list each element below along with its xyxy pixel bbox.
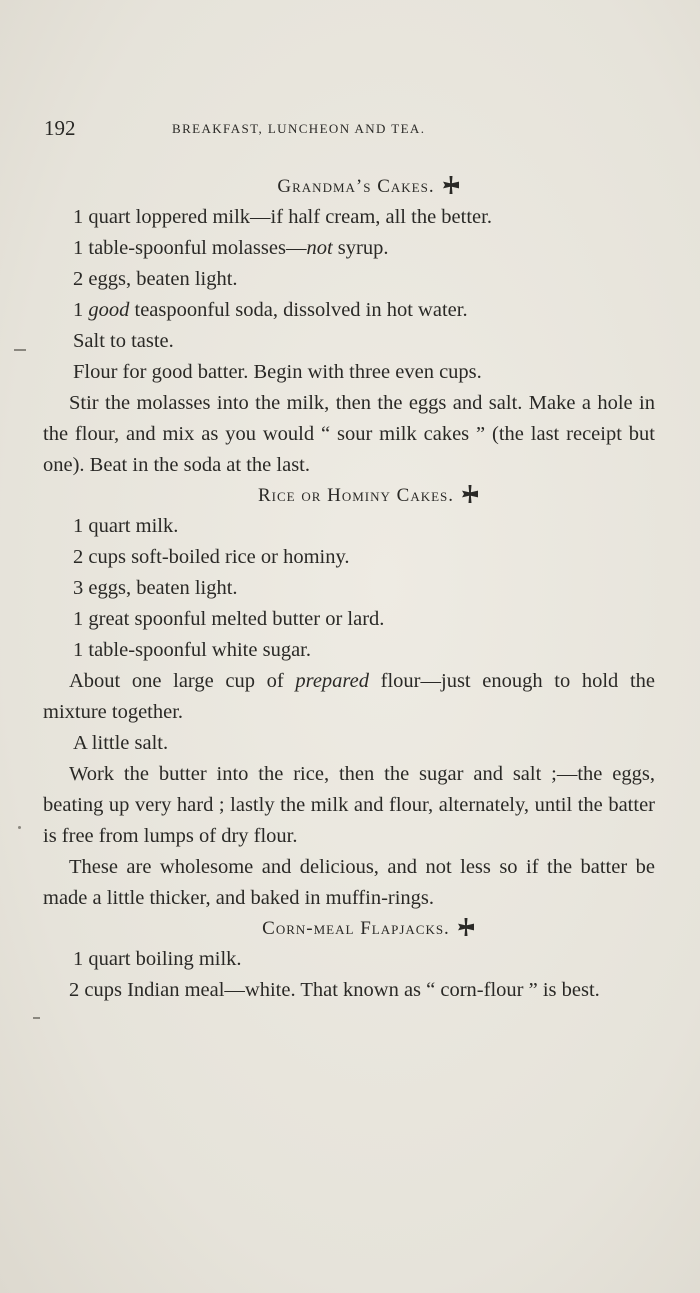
recipe-title	[43, 914, 655, 944]
ingredient-line: 1 great spoonful melted butter or lard.	[73, 608, 385, 630]
instruction-paragraph: These are wholesome and delicious, and not less so if the batter be made a little thicker, and baked in muffin-rings.	[43, 856, 655, 909]
instruction-paragraph: Stir the molasses into the milk, then the eggs and salt. Make a hole in the flour, and mix as you would “ sour milk cakes ” (the last receipt but one). Beat in the soda at the last.	[43, 392, 655, 476]
ingredient-line: 1 quart loppered milk—if half cream, all the better.	[73, 206, 492, 228]
ingredient-line: 3 eggs, beaten light.	[73, 577, 238, 599]
margin-dot	[18, 826, 21, 829]
ingredient-line: 1 good teaspoonful soda, dissolved in hot water.	[73, 299, 468, 321]
ingredient-line: 2 eggs, beaten light.	[73, 268, 238, 290]
page-body	[43, 172, 655, 1006]
margin-mark	[33, 1017, 40, 1019]
ingredient-line: 1 quart boiling milk.	[73, 948, 242, 970]
instruction-paragraph: Work the butter into the rice, then the sugar and salt ;—the eggs, beating up very hard ; lastly the milk and flour, alternately, until the batter is free from lumps of dry flour.	[43, 763, 655, 847]
maltese-cross-icon	[460, 484, 480, 504]
recipe-title-text: Grandma’s Cakes.	[277, 176, 435, 197]
ingredient-line: A little salt.	[73, 732, 169, 754]
ingredient-line: Flour for good batter. Begin with three even cups.	[73, 361, 482, 383]
recipe-title	[43, 481, 655, 511]
instruction-paragraph: 2 cups Indian meal—white. That known as “ corn-flour ” is best.	[69, 979, 600, 1001]
recipe-title-text: Rice or Hominy Cakes.	[257, 485, 455, 506]
running-head: BREAKFAST, LUNCHEON AND TEA.	[172, 121, 426, 136]
ingredient-line: 1 quart milk.	[73, 515, 179, 537]
page-header	[44, 116, 656, 146]
ingredient-line: 1 table-spoonful molasses—not syrup.	[73, 237, 389, 259]
recipe-title	[43, 172, 655, 202]
ingredient-line: 2 cups soft-boiled rice or hominy.	[73, 546, 350, 568]
maltese-cross-icon	[441, 175, 461, 195]
maltese-cross-icon	[456, 917, 476, 937]
instruction-paragraph: About one large cup of prepared flour—just enough to hold the mixture together.	[43, 670, 655, 723]
margin-mark	[14, 349, 26, 351]
ingredient-line: 1 table-spoonful white sugar.	[73, 639, 311, 661]
ingredient-line: Salt to taste.	[73, 330, 174, 352]
page-number: 192	[44, 116, 76, 140]
recipe-title-text: Corn-meal Flapjacks.	[262, 918, 450, 939]
